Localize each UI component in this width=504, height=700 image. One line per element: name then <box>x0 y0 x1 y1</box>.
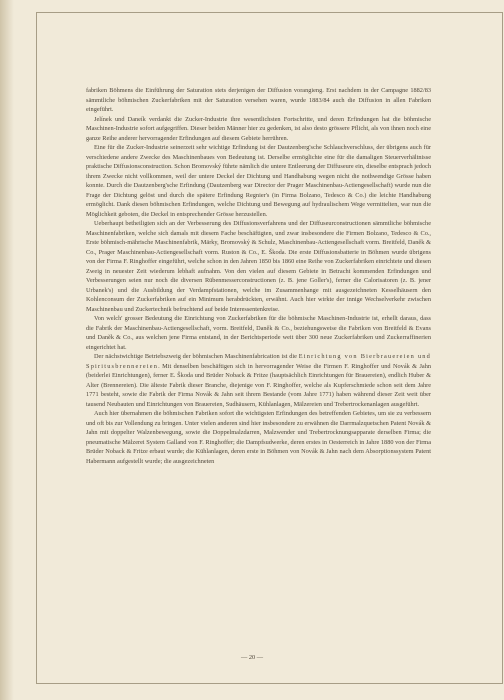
binding-gutter <box>0 0 14 700</box>
paragraph: fabriken Böhmens die Einführung der Saturation stets derjenigen der Diffusion vorangieng. Erst nachdem in der Campagne 1882/83 sämmtliche böhmischen Zuckerfabriken mit der Saturation versehen waren, wurde 1883/84 auch die Diffusion in allen Fabriken eingeführt. <box>86 87 431 113</box>
paragraph: Jelínek und Daneík verdankt die Zucker-Industrie ihre wesentlichsten Fortschritte, und deren Erfindungen hat die böhmische Maschinen-Industrie sofort aufgegriffen. Dieser beiden Männer hier zu gedenken, ist also desto grössere Pflicht, als von ihnen noch eine ganze Reihe anderer hervorragender Erfindungen auf diesem Gebiete herrühren. <box>86 115 431 142</box>
paragraph: Der nächstwichtige Betriebszweig der böhmischen Maschinenfabrication ist die Einrichtung von Bierbrauereien und Spiritusbrennereien. Mit denselben beschäftigen sich in hervorragender Weise die Firmen F. Ringhoffer und Novák & Jahn (beiderlei Einrichtungen), ferner E. Škoda und Brüder Noback & Fritze (hauptsächlich Einrichtungen für Brauereien), endlich Huber & Alter (Brennereien). Die älteste Fabrik dieser Branche, diejenige von F. Ringhoffer, welche als Kupferschmiede schon seit dem Jahre 1771 besteht, sowie die Fabrik der Firma Novák & Jahn seit ihrem Bestande (vom Jahre 1771) haben während dieser Zeit weit über tausend Neubauten und Einrichtungen von Brauereien, Sudhäusern, Kühlanlagen, Mälzereien und Trebertrockenanlagen ausgeführt. <box>86 353 431 408</box>
body-text <box>86 86 431 466</box>
paragraph: Eine für die Zucker-Industrie seinerzeit sehr wichtige Erfindung ist der Dautzenberg'sche Schlauchverschluss, der übrigens auch für verschiedene andere Zwecke des Maschinenbaues von Bedeutung ist. Derselbe ermöglichte eine für die damaligen Steuerverhältnisse praktische Diffusionsconstruction. Schon Bromovský führte nämlich die untere Entleerung der Diffuseure ein, dieselbe entsprach jedoch ihrem Zwecke nicht vollkommen, weil der untere Deckel der Dichtung und Handhabung wegen nicht die nothwendige Grösse haben konnte. Durch die Dautzenberg'sche Erfindung (Dautzenberg war Director der Prager Maschinenbau-Actiengesellschaft) wurde nun die Frage der Dichtung gelöst und durch die spätere Erfindung Regnier's (in Firma Bolzano, Tedesco & Co.) die leichte Handhabung ermöglicht. Dank diesen böhmischen Erfindungen, welche Dichtung und Bewegung auf hydraulischem Wege vermittelten, war nun die Möglichkeit geboten, die Deckel in entsprechender Grösse herzustellen. <box>86 144 431 218</box>
page-number: — 20 — <box>240 654 264 661</box>
paragraph: Auch hier übernahmen die böhmischen Fabriken sofort die wichtigsten Erfindungen des betreffenden Gebietes, um sie zu verbessern und oft bis zur Vollendung zu bringen. Unter vielen anderen sind hier insbesondere zu erwähnen die Darrmalzquetschen Patent Novák & Jahn mit doppelter Walzenbewegung, sowie die Doppelmalzdarren, Malzwender und Trebertrocknungsapparate derselben Firma; die pneumatische Mälzerei System Galland von F. Ringhoffer; die Dampfsudwerke, deren erstes in Oesterreich in Jahre 1880 von der Firma Brüder Noback & Fritze erbaut wurde; die Kühlanlagen, deren erste in Böhmen von Novák & Jahn nach dem Absorptionssystem Patent Habermann aufgestellt wurde; die ausgezeichneten <box>86 410 431 465</box>
paragraph: Von welch' grosser Bedeutung die Einrichtung von Zuckerfabriken für die böhmische Maschinen-Industrie ist, erhellt daraus, dass die Fabrik der Maschinenbau-Actiengesellschaft, vorm. Breitfeld, Daněk & Co., beziehungsweise die Fabriken von Breitfeld & Evans und Daněk & Co., aus welchen jene Firma entstand, in der Berichtsperiode weit über 300 neue Zuckerfabriken und Zuckerraffinerien eingerichtet hat. <box>86 315 431 351</box>
paragraph: Ueberhaupt betheiligten sich an der Verbesserung des Diffusionsverfahrens und der Diffuseurconstructionen sämmtliche böhmische Maschinenfabriken, welche sich damals mit diesem Fache beschäftigten, und zwar insbesondere die Firmen Bolzano, Tedesco & Co., Erste böhmisch-mährische Maschinenfabrik, Märky, Bromovský & Schulz, Maschinenbau-Actiengesellschaft vorm. Breitfeld, Daněk & Co., Prager Maschinenbau-Actiengesellschaft vorm. Ruston & Co., E. Škoda. Die erste Diffusionsbatterie in Böhmen wurde übrigens von der Firma F. Ringhoffer eingeführt, welche schon in den Jahren 1850 bis 1860 eine Reihe von Zuckerfabriken einrichtete und diesen Zweig in neuester Zeit wiederum lebhaft aufnahm. Von den vielen auf diesem Gebiete in Betracht kommenden Erfindungen und Verbesserungen seien nur noch die diversen Rübenmesserconstructionen (z. B. jene Goller's), ferner die Calorisatoren (z. B. jener Urbanek's) und die Ausbildung der Verdampfstationen, welche im Zusammenhange mit ausgezeichneten Kesselhäusern den Kohlenconsum der Zuckerfabriken auf ein Minimum herabdrückten, erwähnt. Auch hier wirkte der innige Wechselverkehr zwischen Maschinenbau und Zuckertechnik befruchtend auf beide Interessentenkreise. <box>86 220 431 313</box>
spaced-emphasis: Einrichtung von Bierbrauereien und Spiritusbrennereien <box>86 353 431 370</box>
